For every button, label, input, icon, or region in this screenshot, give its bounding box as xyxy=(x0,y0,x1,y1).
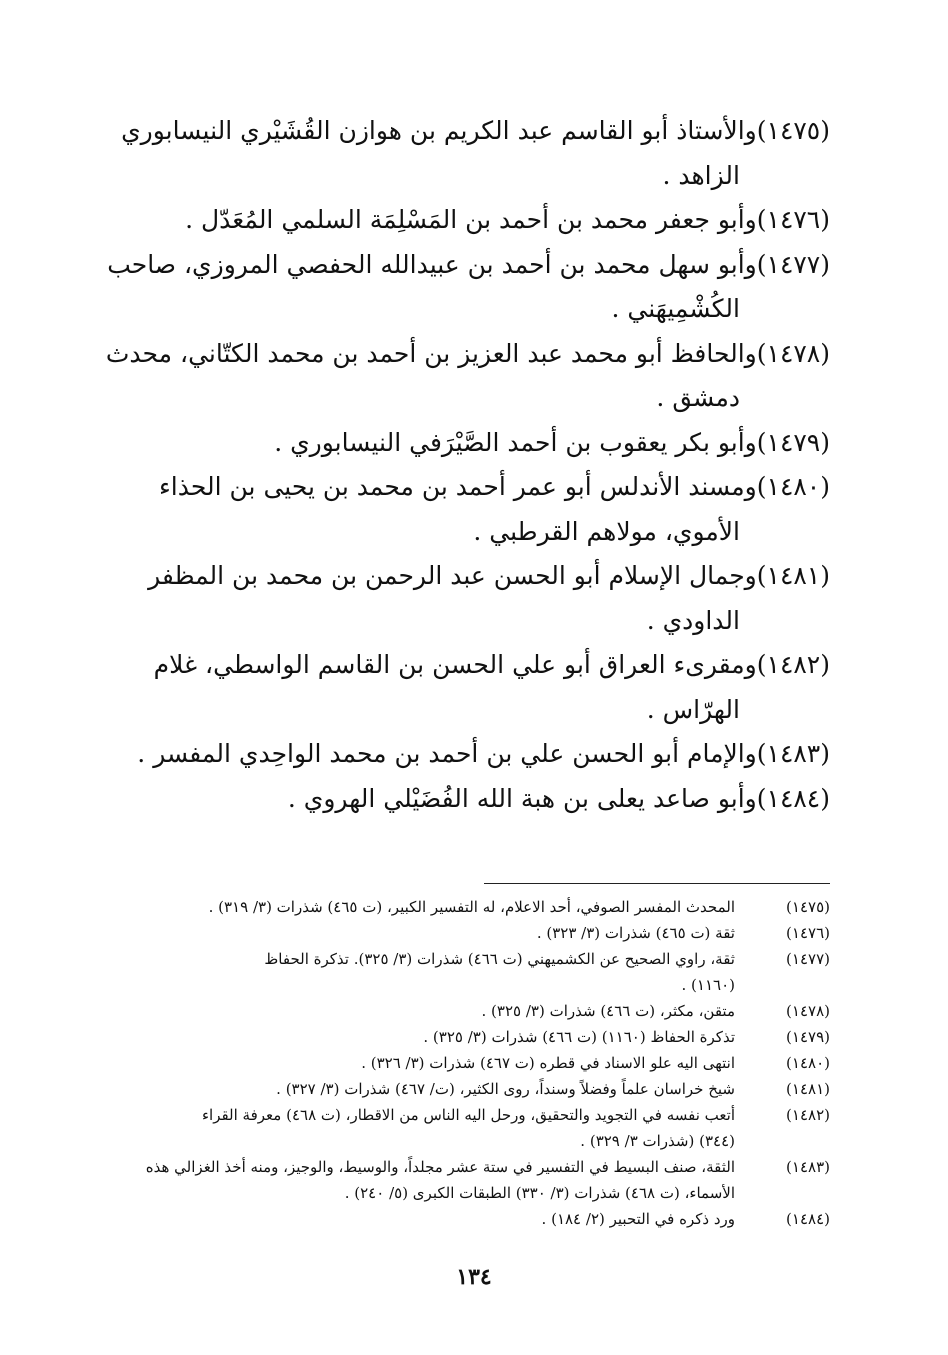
page-number: ١٣٤ xyxy=(456,1264,492,1290)
entry-text: والحافظ أبو محمد عبد العزيز بن أحمد بن محمد الكتّاني، محدث xyxy=(105,338,757,368)
entry-text: وأبو بكر يعقوب بن أحمد الصَّيْرَفي النيسابوري . xyxy=(274,427,757,457)
footnote xyxy=(130,1025,830,1049)
footnote-number: (١٤٨٤) xyxy=(786,1210,830,1228)
entry-continuation: الأموي، مولاهم القرطبي . xyxy=(473,516,740,546)
entry-continuation: دمشق . xyxy=(656,383,740,412)
footnote-text: انتهى اليه علو الاسناد في قطره (ت ٤٦٧) شذرات (٣/ ٣٢٦) . xyxy=(361,1054,735,1072)
entry-text: وأبو جعفر محمد بن أحمد بن المَسْلِمَة السلمي المُعَدّل . xyxy=(185,205,757,234)
footnote xyxy=(130,1155,830,1179)
footnote-text: الأسماء، (ت ٤٦٨) شذرات (٣/ ٣٣٠) الطبقات الكبرى (٥/ ٢٤٠) . xyxy=(344,1184,735,1202)
entry-line xyxy=(130,642,830,688)
footnote-text: الثقة، صنف البسيط في التفسير في ستة عشر مجلداً، والوسيط، والوجيز، ومنه أخذ الغزالي هذه xyxy=(145,1158,735,1176)
entry-line xyxy=(105,331,830,377)
footnote xyxy=(130,1051,830,1075)
footnote-number: (١٤٧٨) xyxy=(786,1002,830,1020)
footnote-text: تذكرة الحفاظ (١١٦٠) (ت ٤٦٦) شذرات (٣/ ٣٢٥) . xyxy=(423,1028,735,1046)
footnote-text: متقن، مكثر، (ت ٤٦٦) شذرات (٣/ ٣٢٥) . xyxy=(481,1002,735,1020)
entry-number: (١٤٧٧) xyxy=(756,249,830,279)
footnote-number: (١٤٨٣) xyxy=(786,1158,830,1176)
entry-line xyxy=(121,108,830,154)
entry-number: (١٤٧٥) xyxy=(756,116,830,145)
entry-number: (١٤٨٣) xyxy=(756,739,830,768)
footnote xyxy=(130,895,830,919)
entry-line xyxy=(130,731,830,777)
entry-continuation: الكُشْمِيهَني . xyxy=(611,294,740,323)
footnote-text: (١١٦٠) . xyxy=(681,976,735,994)
entry-text: وجمال الإسلام أبو الحسن عبد الرحمن بن محمد بن المظفر xyxy=(148,561,757,590)
entry-line xyxy=(130,553,830,599)
entry-text: ومقرىء العراق أبو علي الحسن بن القاسم الواسطي، غلام xyxy=(153,650,757,679)
footnote-text: أتعب نفسه في التجويد والتحقيق، ورحل اليه الناس من الاقطار، (ت ٤٦٨) معرفة القراء xyxy=(201,1106,735,1124)
footnote-number: (١٤٧٩) xyxy=(786,1028,830,1046)
footnote-text: شيخ خراسان علماً وفضلاً وسنداً، روى الكثير، (ت/ ٤٦٧) شذرات (٣/ ٣٢٧) . xyxy=(276,1080,735,1098)
entry-number: (١٤٧٦) xyxy=(756,205,830,234)
entry-text: والأستاذ أبو القاسم عبد الكريم بن هوازن القُشَيْري النيسابوري xyxy=(121,116,757,145)
footnote-number: (١٤٧٦) xyxy=(786,924,830,942)
entry-number: (١٤٧٩) xyxy=(756,427,830,457)
footnote xyxy=(130,947,830,971)
footnote xyxy=(130,1207,830,1231)
entry-number: (١٤٨٤) xyxy=(756,783,830,813)
footnote-text: ثقة (ت ٤٦٥) شذرات (٣/ ٣٢٣) . xyxy=(536,924,735,942)
footnote-text: ورد ذكره في التحبير (٢/ ١٨٤) . xyxy=(541,1210,735,1228)
entry-continuation: الهرّاس . xyxy=(646,694,740,724)
entry-number: (١٤٨٢) xyxy=(756,650,830,679)
entry-line xyxy=(130,776,830,822)
footnote xyxy=(130,1103,830,1127)
footnote xyxy=(130,999,830,1023)
entry-line xyxy=(130,197,830,243)
footnote-number: (١٤٨١) xyxy=(786,1080,830,1098)
entry-line xyxy=(130,464,830,510)
footnote-continuation xyxy=(130,1181,830,1205)
footnote-text: (٣٤٤) (شذرات ٣/ ٣٢٩) . xyxy=(580,1132,735,1150)
entry-number: (١٤٨٠) xyxy=(756,472,830,501)
entry-number: (١٤٨١) xyxy=(756,561,830,590)
footnote-number: (١٤٧٧) xyxy=(786,950,830,968)
entry-text: وأبو صاعد يعلى بن هبة الله الفُضَيْلي الهروي . xyxy=(287,783,757,813)
entry-text: وأبو سهل محمد بن أحمد بن عبيدالله الحفصي المروزي، صاحب xyxy=(107,249,757,279)
footnote-number: (١٤٨٠) xyxy=(786,1054,830,1072)
entry-text: والإمام أبو الحسن علي بن أحمد بن محمد الواحِدي المفسر . xyxy=(137,739,757,768)
footnote-continuation xyxy=(130,973,830,997)
footnote-continuation xyxy=(130,1129,830,1153)
footnote-text: المحدث المفسر الصوفي، أحد الاعلام، له التفسير الكبير، (ت ٤٦٥) شذرات (٣/ ٣١٩) . xyxy=(208,898,735,916)
entry-line xyxy=(107,242,830,288)
footnote xyxy=(130,921,830,945)
footnote xyxy=(130,1077,830,1101)
entry-continuation: الزاهد . xyxy=(662,160,740,190)
footnote-text: ثقة، راوي الصحيح عن الكشميهني (ت ٤٦٦) شذرات (٣/ ٣٢٥). تذكرة الحفاظ xyxy=(264,950,735,968)
entry-continuation: الداودي . xyxy=(646,605,740,635)
entry-text: ومسند الأندلس أبو عمر أحمد بن محمد بن يحيى بن الحذاء xyxy=(159,472,757,501)
footnote-number: (١٤٧٥) xyxy=(786,898,830,916)
footnote-divider xyxy=(484,883,830,884)
entry-number: (١٤٧٨) xyxy=(756,338,830,368)
footnote-number: (١٤٨٢) xyxy=(786,1106,830,1124)
entry-line xyxy=(130,420,830,466)
